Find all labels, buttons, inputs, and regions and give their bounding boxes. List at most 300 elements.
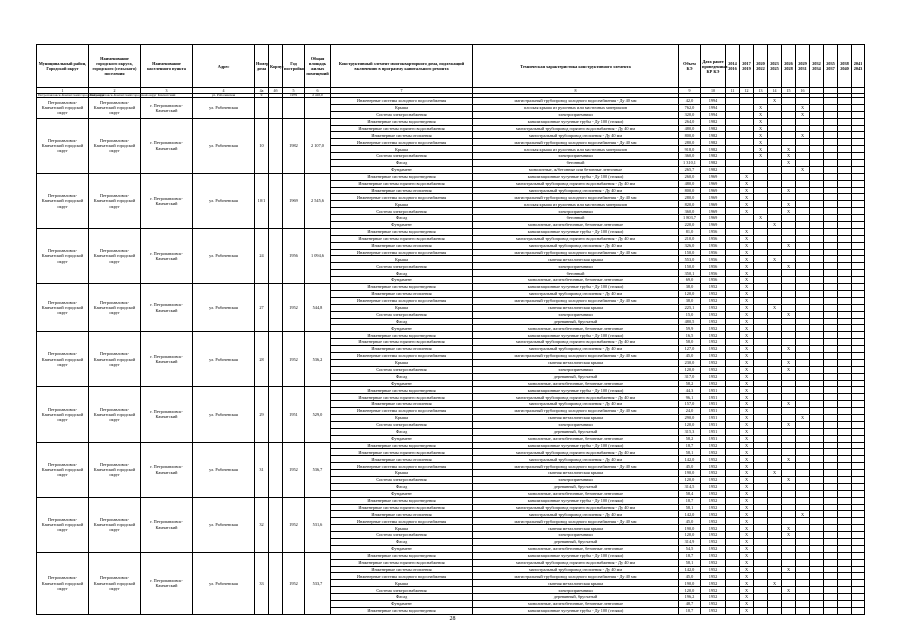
period-cell xyxy=(754,284,768,291)
tech-cell: плоская крыша из рулонных или мастичных материалов xyxy=(473,146,679,153)
period-mark: X xyxy=(740,470,754,477)
period-cell xyxy=(838,318,852,325)
volume-cell: 58,2 xyxy=(679,380,701,387)
period-mark: X xyxy=(740,580,754,587)
period-mark: X xyxy=(740,401,754,408)
volume-cell: 150,0 xyxy=(679,263,701,270)
column-header: Объем КЭ xyxy=(679,45,701,88)
date-cell: 1952 xyxy=(701,284,726,291)
volume-cell: 58,1 xyxy=(679,449,701,456)
settlement-cell: Петропавловск-Камчатский городской округ xyxy=(89,228,141,283)
area-cell: 529,0 xyxy=(305,387,331,442)
element-cell: Крыша xyxy=(331,104,473,111)
volume-cell: 264,0 xyxy=(679,118,701,125)
period-cell xyxy=(782,607,796,614)
period-cell xyxy=(796,228,810,235)
period-cell xyxy=(852,580,865,587)
element-cell: Инженерные системы холодного водоснабжения xyxy=(331,297,473,304)
volume-cell: 96,1 xyxy=(679,394,701,401)
period-cell xyxy=(852,490,865,497)
period-cell xyxy=(740,118,754,125)
period-cell xyxy=(838,346,852,353)
element-cell: Инженерные системы горячего водоснабжения xyxy=(331,394,473,401)
period-cell xyxy=(852,160,865,167)
period-cell xyxy=(768,352,782,359)
period-cell xyxy=(824,601,838,608)
year-cell: 1979 xyxy=(283,94,305,98)
period-cell xyxy=(726,408,740,415)
period-cell xyxy=(838,208,852,215)
tech-cell: деревянный, брусчатый xyxy=(473,373,679,380)
period-cell xyxy=(740,215,754,222)
column-number: 12 xyxy=(740,88,754,94)
period-cell xyxy=(824,290,838,297)
period-mark: X xyxy=(754,215,768,222)
period-cell xyxy=(810,601,824,608)
volume-cell: 48,7 xyxy=(679,601,701,608)
period-cell xyxy=(810,332,824,339)
period-cell xyxy=(796,435,810,442)
period-cell xyxy=(768,332,782,339)
period-cell xyxy=(782,173,796,180)
volume-cell: 142,0 xyxy=(679,566,701,573)
period-cell xyxy=(796,421,810,428)
tech-cell: электроприемники xyxy=(473,476,679,483)
element-cell: Система электроснабжения xyxy=(331,587,473,594)
period-cell xyxy=(824,504,838,511)
element-cell: Инженерные системы холодного водоснабжения xyxy=(331,408,473,415)
place-cell: г. Петропавловск-Камчатский xyxy=(141,98,193,119)
period-cell xyxy=(824,380,838,387)
period-cell xyxy=(796,139,810,146)
street-cell: ул. Рабочевская xyxy=(193,284,255,332)
period-cell xyxy=(740,222,754,229)
period-cell xyxy=(824,201,838,208)
tech-cell: канализационные чугунные трубы - Ду 100 (стояки) xyxy=(473,173,679,180)
period-cell xyxy=(726,118,740,125)
period-cell xyxy=(726,98,740,105)
period-cell xyxy=(796,373,810,380)
period-cell xyxy=(754,545,768,552)
period-cell xyxy=(838,98,852,105)
period-cell xyxy=(726,194,740,201)
table-row xyxy=(37,173,865,180)
district-cell: Петропавловск-Камчатский городской округ xyxy=(37,173,89,228)
element-cell: Инженерные системы горячего водоснабжения xyxy=(331,125,473,132)
period-cell xyxy=(810,160,824,167)
period-cell xyxy=(852,449,865,456)
period-cell xyxy=(824,428,838,435)
date-cell: 1982 xyxy=(701,166,726,173)
place-cell: г. Петропавловск-Камчатский xyxy=(141,332,193,387)
column-number: 5 xyxy=(283,88,305,94)
period-mark: X xyxy=(740,414,754,421)
volume-cell: 360,0 xyxy=(679,153,701,160)
period-cell xyxy=(754,173,768,180)
period-cell xyxy=(824,518,838,525)
period-cell xyxy=(768,277,782,284)
volume-cell: 800,0 xyxy=(679,132,701,139)
date-cell: 1956 xyxy=(701,256,726,263)
building-cell xyxy=(269,442,283,497)
period-cell xyxy=(726,387,740,394)
period-cell xyxy=(838,166,852,173)
column-header: 2038 2040 xyxy=(838,45,852,88)
period-cell xyxy=(796,297,810,304)
column-header: Год постройки xyxy=(283,45,305,88)
period-cell xyxy=(754,518,768,525)
period-mark: X xyxy=(796,414,810,421)
column-number: 9 xyxy=(679,88,701,94)
period-mark: X xyxy=(782,201,796,208)
period-cell xyxy=(838,304,852,311)
period-mark: X xyxy=(796,104,810,111)
period-cell xyxy=(768,346,782,353)
element-cell: Система электроснабжения xyxy=(331,421,473,428)
period-cell xyxy=(852,566,865,573)
period-cell xyxy=(810,476,824,483)
period-cell xyxy=(852,573,865,580)
column-header: 2032 2034 xyxy=(810,45,824,88)
place-cell: г. Петропавловск-Камчатский xyxy=(141,284,193,332)
tech-cell: канализационные чугунные трубы - Ду 100 (стояки) xyxy=(473,607,679,614)
period-cell xyxy=(852,104,865,111)
area-cell: 2 545,6 xyxy=(305,173,331,228)
period-cell xyxy=(810,490,824,497)
period-cell xyxy=(838,153,852,160)
period-cell xyxy=(782,256,796,263)
period-cell xyxy=(726,111,740,118)
period-cell xyxy=(838,587,852,594)
period-cell xyxy=(852,332,865,339)
period-cell xyxy=(810,414,824,421)
period-cell xyxy=(740,166,754,173)
date-cell: 1952 xyxy=(701,539,726,546)
period-mark: X xyxy=(740,490,754,497)
period-cell xyxy=(824,566,838,573)
period-cell xyxy=(796,483,810,490)
volume-cell: 220,0 xyxy=(679,222,701,229)
period-cell xyxy=(810,463,824,470)
date-cell: 1952 xyxy=(701,476,726,483)
district-cell: Петропавловск-Камчатский городской округ xyxy=(37,552,89,614)
element-cell: Инженерные системы водоотведения xyxy=(331,387,473,394)
period-cell xyxy=(852,277,865,284)
tech-cell: канализационные чугунные трубы - Ду 100 (стояки) xyxy=(473,387,679,394)
period-cell xyxy=(810,545,824,552)
period-cell xyxy=(824,228,838,235)
period-cell xyxy=(852,532,865,539)
tech-cell: магистральный трубопровод холодного водоснабжения - Ду 40 мм xyxy=(473,573,679,580)
period-cell xyxy=(796,222,810,229)
period-cell xyxy=(796,325,810,332)
period-cell xyxy=(726,332,740,339)
period-cell xyxy=(824,511,838,518)
period-cell xyxy=(726,566,740,573)
period-cell xyxy=(852,304,865,311)
period-cell xyxy=(782,470,796,477)
period-mark: X xyxy=(782,187,796,194)
period-cell xyxy=(810,222,824,229)
period-mark: X xyxy=(740,483,754,490)
period-mark: X xyxy=(740,435,754,442)
period-cell xyxy=(810,394,824,401)
volume-cell: 42,0 xyxy=(679,98,701,105)
period-mark: X xyxy=(768,222,782,229)
period-cell xyxy=(796,318,810,325)
period-cell xyxy=(852,346,865,353)
period-cell xyxy=(754,352,768,359)
date-cell: 1951 xyxy=(701,414,726,421)
period-cell xyxy=(852,380,865,387)
period-cell xyxy=(810,297,824,304)
period-cell xyxy=(754,180,768,187)
period-cell xyxy=(768,394,782,401)
period-mark: X xyxy=(740,552,754,559)
period-cell xyxy=(782,594,796,601)
period-cell xyxy=(796,394,810,401)
column-number: 13 xyxy=(754,88,768,94)
period-cell xyxy=(824,311,838,318)
period-cell xyxy=(824,587,838,594)
period-mark: X xyxy=(740,449,754,456)
period-cell xyxy=(838,428,852,435)
volume-cell: 225,1 xyxy=(679,304,701,311)
period-cell xyxy=(838,187,852,194)
element-cell: Инженерные системы отопления xyxy=(331,132,473,139)
period-mark: X xyxy=(796,166,810,173)
volume-cell: 58,1 xyxy=(679,559,701,566)
tech-cell: канализационные чугунные трубы - Ду 100 (стояки) xyxy=(473,228,679,235)
period-cell xyxy=(796,490,810,497)
period-cell xyxy=(768,594,782,601)
period-cell xyxy=(754,414,768,421)
period-cell xyxy=(824,607,838,614)
period-cell xyxy=(726,235,740,242)
period-cell xyxy=(754,160,768,167)
period-cell xyxy=(768,525,782,532)
tech-cell: скатная металлическая крыша xyxy=(473,256,679,263)
volume-cell: 59,9 xyxy=(679,325,701,332)
tech-cell: магистральный трубопровод горячего водоснабжения - Ду 40 мм xyxy=(473,235,679,242)
place-cell: г. Петропавловск-Камчатский xyxy=(141,552,193,614)
tech-cell: магистральный трубопровод горячего водоснабжения - Ду 40 мм xyxy=(473,339,679,346)
date-cell: 1952 xyxy=(701,518,726,525)
period-cell xyxy=(810,497,824,504)
period-cell xyxy=(796,428,810,435)
building-cell xyxy=(269,118,283,173)
tech-cell: канализационные чугунные трубы - Ду 100 (стояки) xyxy=(473,497,679,504)
period-cell xyxy=(768,408,782,415)
column-header: Корпус xyxy=(269,45,283,88)
period-mark: X xyxy=(782,421,796,428)
volume-cell: 190,0 xyxy=(679,580,701,587)
tech-cell: скатная металлическая крыша xyxy=(473,470,679,477)
house-number-cell: 10/1 xyxy=(255,173,269,228)
period-cell xyxy=(796,594,810,601)
element-cell: Система электроснабжения xyxy=(331,208,473,215)
period-mark: X xyxy=(740,601,754,608)
period-cell xyxy=(754,311,768,318)
period-cell xyxy=(852,587,865,594)
period-cell xyxy=(810,373,824,380)
date-cell: 1952 xyxy=(701,490,726,497)
date-cell: 1952 xyxy=(701,463,726,470)
period-cell xyxy=(726,573,740,580)
tech-cell: монолитные, железобетонные, бетонные ленточные xyxy=(473,325,679,332)
period-mark: X xyxy=(782,566,796,573)
period-mark: X xyxy=(740,497,754,504)
period-mark: X xyxy=(740,532,754,539)
period-cell xyxy=(782,132,796,139)
tech-cell: бетонный xyxy=(473,215,679,222)
period-mark: X xyxy=(740,270,754,277)
period-cell xyxy=(838,228,852,235)
period-mark: X xyxy=(740,346,754,353)
period-cell xyxy=(726,242,740,249)
element-cell: Инженерные системы горячего водоснабжения xyxy=(331,449,473,456)
date-cell: 1969 xyxy=(701,215,726,222)
column-number: 2 xyxy=(89,88,141,94)
tech-cell: монолитные, железобетонные, бетонные ленточные xyxy=(473,601,679,608)
date-cell: 1969 xyxy=(701,187,726,194)
element-cell: Инженерные системы водоотведения xyxy=(331,497,473,504)
period-cell xyxy=(782,601,796,608)
period-cell xyxy=(726,263,740,270)
period-cell xyxy=(838,566,852,573)
tech-cell: магистральный трубопровод отопления - Ду 40 мм xyxy=(473,187,679,194)
period-cell xyxy=(754,539,768,546)
tech-cell: монолитные, железобетонные, бетонные ленточные xyxy=(473,380,679,387)
period-cell xyxy=(726,414,740,421)
date-cell: 1956 xyxy=(701,263,726,270)
period-cell xyxy=(782,463,796,470)
period-cell xyxy=(782,222,796,229)
period-cell xyxy=(852,98,865,105)
period-cell xyxy=(838,146,852,153)
period-cell xyxy=(824,270,838,277)
period-cell xyxy=(824,442,838,449)
period-cell xyxy=(838,132,852,139)
period-cell xyxy=(838,532,852,539)
period-mark: X xyxy=(754,146,768,153)
period-cell xyxy=(768,483,782,490)
period-cell xyxy=(810,201,824,208)
period-cell xyxy=(726,222,740,229)
period-cell xyxy=(852,111,865,118)
street-cell: ул. Рабочевская xyxy=(193,94,255,98)
period-cell xyxy=(768,311,782,318)
period-cell xyxy=(810,352,824,359)
period-cell xyxy=(782,352,796,359)
period-cell xyxy=(796,449,810,456)
period-cell xyxy=(796,601,810,608)
element-cell: Фундамент xyxy=(331,222,473,229)
period-cell xyxy=(754,559,768,566)
period-cell xyxy=(810,208,824,215)
date-cell: 1994 xyxy=(701,98,726,105)
period-cell xyxy=(824,215,838,222)
period-cell xyxy=(768,187,782,194)
period-cell xyxy=(754,428,768,435)
period-mark: X xyxy=(740,352,754,359)
period-cell xyxy=(824,552,838,559)
tech-cell: канализационные чугунные трубы - Ду 100 (стояки) xyxy=(473,118,679,125)
period-cell xyxy=(810,242,824,249)
element-cell: Фундамент xyxy=(331,490,473,497)
period-cell xyxy=(824,352,838,359)
period-cell xyxy=(754,449,768,456)
period-cell xyxy=(754,242,768,249)
period-cell xyxy=(824,132,838,139)
column-header: Наименование городского округа, городского (сельского) поселения xyxy=(89,45,141,88)
volume-cell: 69,0 xyxy=(679,277,701,284)
period-cell xyxy=(726,215,740,222)
period-cell xyxy=(810,442,824,449)
period-mark: X xyxy=(740,387,754,394)
date-cell: 1952 xyxy=(701,497,726,504)
capital-repair-table xyxy=(36,44,865,615)
element-cell: Инженерные системы водоотведения xyxy=(331,173,473,180)
period-cell xyxy=(754,497,768,504)
tech-cell: электроприемники xyxy=(473,587,679,594)
period-cell xyxy=(768,463,782,470)
period-mark: X xyxy=(740,263,754,270)
column-number: 4 xyxy=(193,88,255,94)
period-cell xyxy=(838,290,852,297)
period-cell xyxy=(782,270,796,277)
tech-cell: монолитные, ж/бетонные или бетонные ленточные xyxy=(473,166,679,173)
period-cell xyxy=(852,601,865,608)
place-cell: г. Петропавловск-Камчатский xyxy=(141,173,193,228)
period-cell xyxy=(726,139,740,146)
date-cell: 1956 xyxy=(701,235,726,242)
element-cell: Фундамент xyxy=(331,166,473,173)
period-cell xyxy=(838,139,852,146)
place-cell: г. Петропавловск-Камчатский xyxy=(141,442,193,497)
date-cell: 1952 xyxy=(701,456,726,463)
period-cell xyxy=(852,242,865,249)
period-cell xyxy=(852,401,865,408)
element-cell: Фасад xyxy=(331,215,473,222)
period-cell xyxy=(824,153,838,160)
period-cell xyxy=(768,456,782,463)
date-cell: 1956 xyxy=(701,277,726,284)
tech-cell: электроприемники xyxy=(473,263,679,270)
period-cell xyxy=(726,359,740,366)
column-number: 6 xyxy=(305,88,331,94)
period-cell xyxy=(824,359,838,366)
period-cell xyxy=(726,428,740,435)
date-cell: 1952 xyxy=(701,373,726,380)
date-cell: 1952 xyxy=(701,525,726,532)
period-cell xyxy=(726,580,740,587)
building-cell xyxy=(269,332,283,387)
period-mark: X xyxy=(782,532,796,539)
table-row xyxy=(37,118,865,125)
volume-cell: 260,0 xyxy=(679,173,701,180)
element-cell: Инженерные системы горячего водоснабжения xyxy=(331,180,473,187)
year-cell: 1952 xyxy=(283,332,305,387)
period-cell xyxy=(726,173,740,180)
period-cell xyxy=(726,366,740,373)
tech-cell: электроприемники xyxy=(473,153,679,160)
period-cell xyxy=(726,594,740,601)
tech-cell: магистральный трубопровод холодного водоснабжения - Ду 40 мм xyxy=(473,518,679,525)
period-cell xyxy=(796,552,810,559)
period-cell xyxy=(824,194,838,201)
volume-cell: 196,2 xyxy=(679,594,701,601)
